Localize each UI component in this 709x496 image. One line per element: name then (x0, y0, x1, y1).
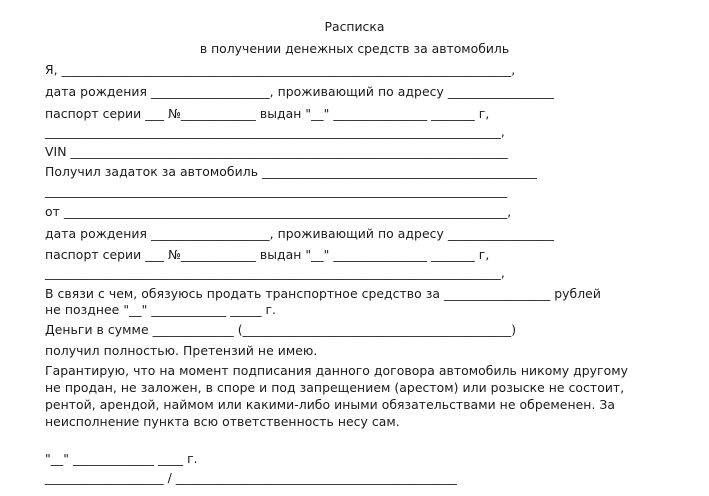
line-guarantee-1: Гарантирую, что на момент подписания данного договора автомобиль никому другому (45, 363, 628, 378)
line-from: от _______________________________________________________________________, (45, 204, 512, 219)
line-guarantee-2: не продан, не заложен, в споре и под запрещением (арестом) или розыске не состоит, (45, 380, 625, 395)
line-birthdate-address-2: дата рождения ___________________, проживающий по адресу _________________ (45, 226, 555, 241)
line-blank-1: _________________________________________________________________________, (45, 124, 505, 139)
line-guarantee-3: рентой, арендой, наймом или какими-либо иными обязательствами не обременен. За (45, 397, 616, 412)
line-passport-2: паспорт серии ___ №____________ выдан "__" _______________ _______ г, (45, 247, 490, 262)
line-payer-name: Я, ________________________________________________________________________, (45, 62, 516, 77)
line-obligation: В связи с чем, обязуюсь продать транспортное средство за _________________ рублей (45, 286, 601, 301)
document-title: Расписка (324, 19, 385, 34)
line-deposit: Получил задаток за автомобиль ____________________________________________ (45, 164, 537, 179)
line-amount: Деньги в сумме _____________ (___________________________________________) (45, 322, 517, 337)
line-passport-1: паспорт серии ___ №____________ выдан "__" _______________ _______ г, (45, 106, 490, 121)
document-subtitle: в получении денежных средств за автомобиль (199, 41, 510, 56)
line-guarantee-4: неисполнение пункта всю ответственность несу сам. (45, 414, 400, 429)
line-received: получил полностью. Претензий не имею. (45, 343, 318, 358)
line-deadline: не позднее "__" ____________ _____ г. (45, 302, 277, 317)
line-vin: VIN ______________________________________________________________________ (45, 144, 508, 159)
line-date: "__" _____________ ____ г. (45, 451, 198, 466)
line-blank-3: _________________________________________________________________________, (45, 265, 505, 280)
line-signature: ___________________ / _____________________________________________ (45, 470, 457, 485)
line-birthdate-address-1: дата рождения ___________________, проживающий по адресу _________________ (45, 84, 555, 99)
line-blank-2: __________________________________________________________________________ (45, 183, 508, 198)
